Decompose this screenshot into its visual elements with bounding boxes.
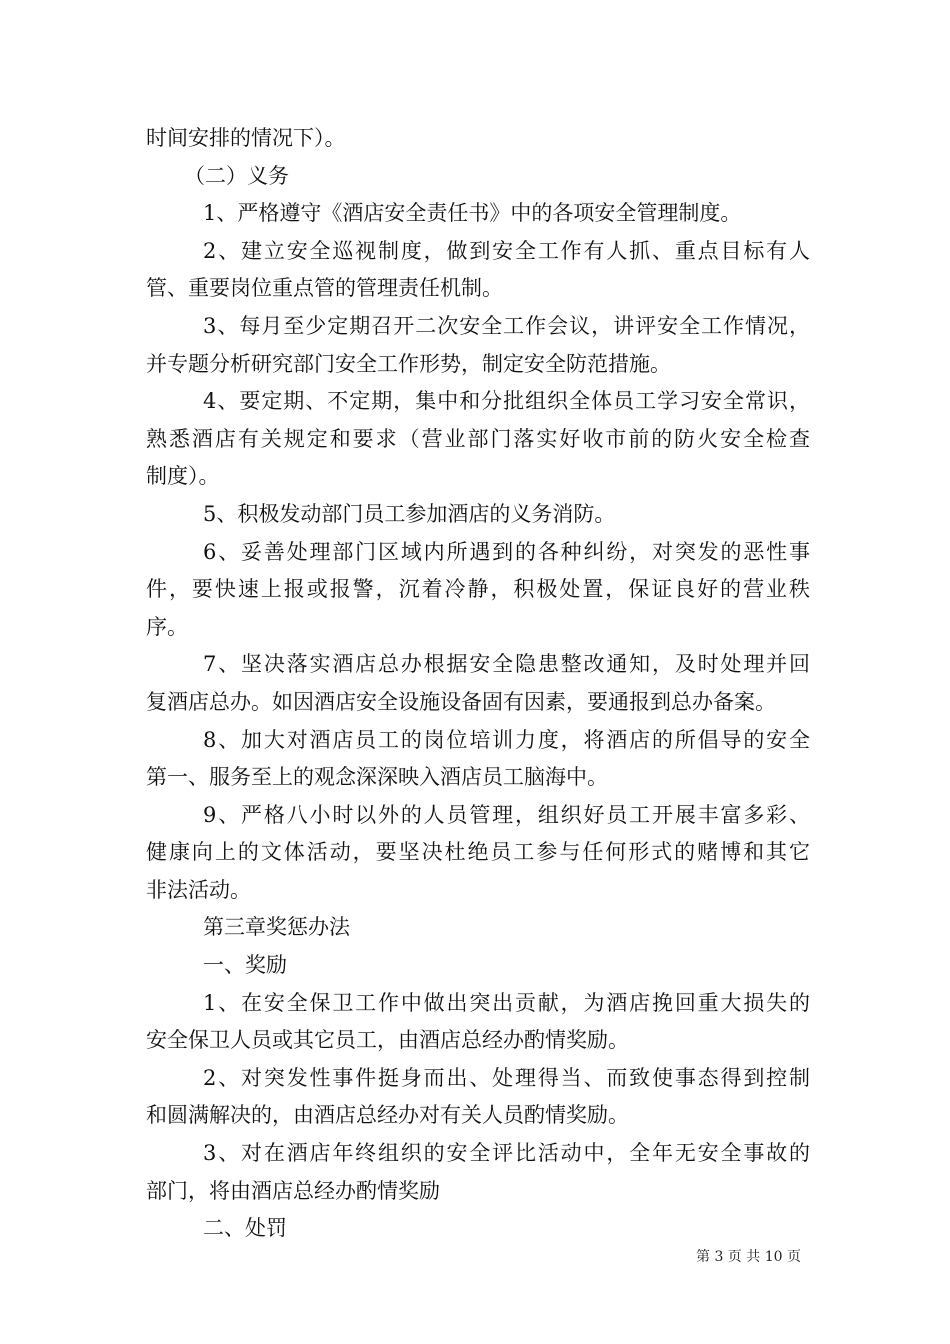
text-line: 4、要定期、不定期，集中和分批组织全体员工学习安全常识，	[203, 389, 810, 414]
text-line: 5、积极发动部门员工参加酒店的义务消防。	[203, 501, 616, 526]
text-line: 二、处罚	[203, 1216, 287, 1241]
text-line: 时间安排的情况下）。	[146, 126, 346, 150]
text-line: 1、严格遵守《酒店安全责任书》中的各项安全管理制度。	[203, 201, 742, 226]
text-line: 健康向上的文体活动，要坚决杜绝员工参与任何形式的赌博和其它	[146, 840, 810, 865]
text-line: 并专题分析研究部门安全工作形势，制定安全防范措施。	[146, 351, 671, 376]
document-body	[146, 120, 810, 1248]
text-line: 3、每月至少定期召开二次安全工作会议，讲评安全工作情况，	[203, 313, 810, 338]
text-line: 复酒店总办。如因酒店安全设施设备固有因素，要通报到总办备案。	[146, 689, 776, 714]
text-line: 第一、服务至上的观念深深映入酒店员工脑海中。	[146, 765, 608, 790]
text-line: 制度）。	[146, 464, 220, 489]
text-line: 部门，将由酒店总经办酌情奖励	[146, 1178, 440, 1203]
text-line: 第三章奖惩办法	[203, 915, 350, 940]
text-line: 序。	[146, 614, 188, 639]
text-line: 1、在安全保卫工作中做出突出贡献，为酒店挽回重大损失的	[203, 990, 810, 1015]
page-number: 第 3 页 共 10 页	[696, 1249, 801, 1265]
text-line: 非法活动。	[146, 877, 251, 902]
text-line: 2、建立安全巡视制度，做到安全工作有人抓、重点目标有人	[203, 238, 810, 263]
text-line: 件，要快速上报或报警，沉着冷静，积极处置，保证良好的营业秩	[146, 577, 810, 602]
text-line: 7、坚决落实酒店总办根据安全隐患整改通知，及时处理并回	[203, 652, 810, 677]
text-line: 9、严格八小时以外的人员管理，组织好员工开展丰富多彩、	[203, 802, 810, 827]
text-line: 8、加大对酒店员工的岗位培训力度，将酒店的所倡导的安全	[203, 727, 810, 752]
text-line: 6、妥善处理部门区域内所遇到的各种纠纷，对突发的恶性事	[203, 539, 810, 564]
text-line: 安全保卫人员或其它员工，由酒店总经办酌情奖励。	[146, 1028, 629, 1053]
text-line: 管、重要岗位重点管的管理责任机制。	[146, 276, 503, 301]
text-line: 一、奖励	[203, 953, 287, 978]
text-line: （二）义务	[184, 163, 289, 188]
text-line: 熟悉酒店有关规定和要求（营业部门落实好收市前的防火安全检查	[146, 426, 810, 451]
text-line: 2、对突发性事件挺身而出、处理得当、而致使事态得到控制	[203, 1065, 810, 1090]
text-line: 3、对在酒店年终组织的安全评比活动中，全年无安全事故的	[203, 1141, 810, 1166]
text-line: 和圆满解决的，由酒店总经办对有关人员酌情奖励。	[146, 1103, 629, 1128]
